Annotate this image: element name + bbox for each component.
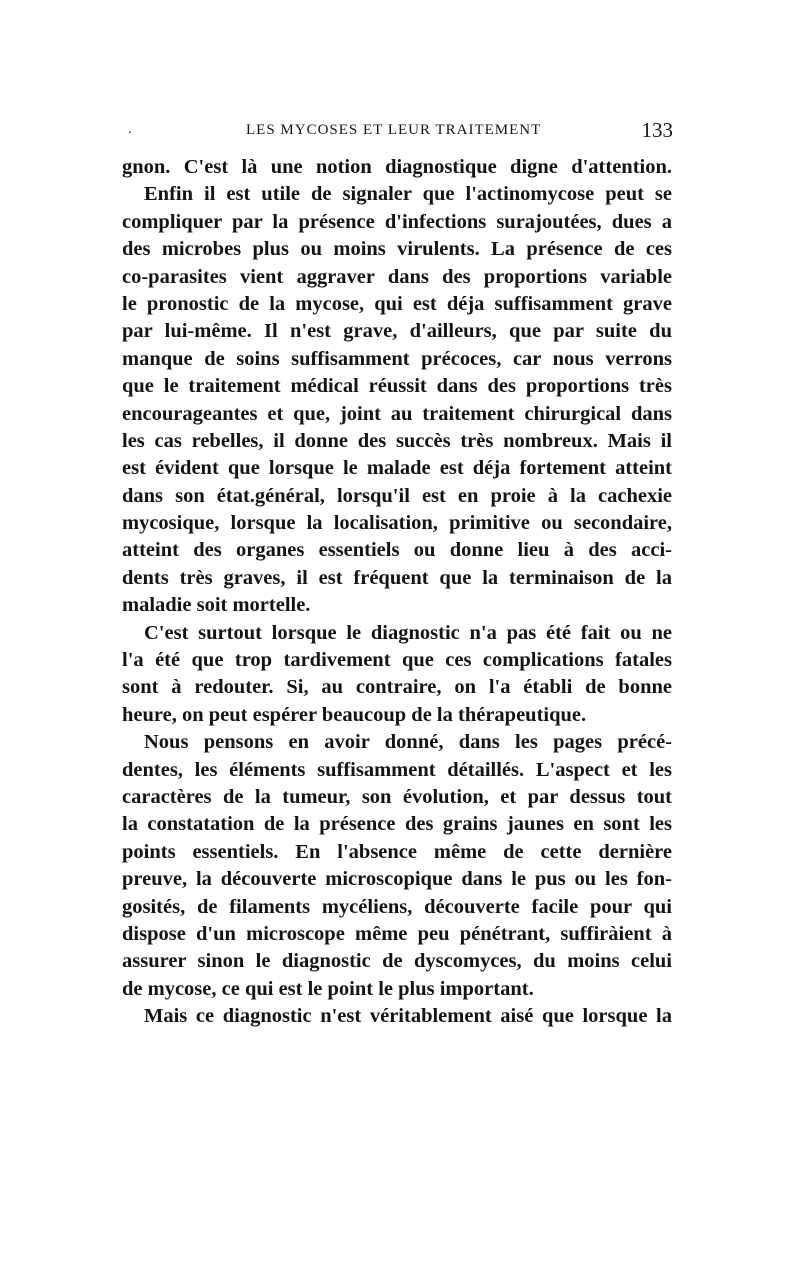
text-line: Mais ce diagnostic n'est véritablement aisé que lorsque la — [144, 1005, 672, 1028]
text-line: sont à redouter. Si, au contraire, on l'a établi de bonne — [122, 676, 672, 699]
running-head — [120, 118, 673, 144]
text-line: la constatation de la présence des grains jaunes en sont les — [122, 813, 672, 836]
text-line: gosités, de filaments mycéliens, découverte facile pour qui — [122, 895, 672, 918]
text-line: que le traitement médical réussit dans des proportions très — [122, 375, 672, 398]
text-line: des microbes plus ou moins virulents. La présence de ces — [122, 238, 672, 261]
running-head-title: LES MYCOSES ET LEUR TRAITEMENT — [246, 122, 542, 138]
text-line: Enfin il est utile de signaler que l'actinomycose peut se — [144, 183, 672, 206]
text-line: le pronostic de la mycose, qui est déja suffisamment grave — [122, 292, 672, 315]
text-line: encourageantes et que, joint au traitement chirurgical dans — [122, 402, 672, 425]
page-number: 133 — [641, 118, 673, 142]
text-line: Nous pensons en avoir donné, dans les pages précé- — [144, 731, 672, 754]
text-line: maladie soit mortelle. — [122, 594, 311, 617]
text-line: dentes, les éléments suffisamment détaillés. L'aspect et les — [122, 758, 672, 781]
text-line: l'a été que trop tardivement que ces complications fatales — [122, 649, 672, 672]
text-line: est évident que lorsque le malade est déja fortement atteint — [122, 457, 672, 480]
text-line: preuve, la découverte microscopique dans le pus ou les fon- — [122, 868, 672, 891]
running-head-mark: . — [128, 122, 133, 137]
text-line: caractères de la tumeur, son évolution, et par dessus tout — [122, 785, 672, 808]
text-line: atteint des organes essentiels ou donne lieu à des acci- — [122, 539, 672, 562]
text-line: dans son état.général, lorsqu'il est en proie à la cachexie — [122, 484, 672, 507]
text-line: C'est surtout lorsque le diagnostic n'a pas été fait ou ne — [144, 621, 672, 644]
text-line: heure, on peut espérer beaucoup de la thérapeutique. — [122, 703, 587, 726]
text-line: compliquer par la présence d'infections surajoutées, dues a — [122, 210, 672, 233]
text-line: dispose d'un microscope même peu pénétrant, suffiràient à — [122, 922, 672, 945]
text-line: mycosique, lorsque la localisation, primitive ou secondaire, — [122, 512, 672, 535]
text-line: par lui-même. Il n'est grave, d'ailleurs, que par suite du — [122, 320, 672, 343]
text-line: assurer sinon le diagnostic de dyscomyces, du moins celui — [122, 950, 672, 973]
text-line: les cas rebelles, il donne des succès très nombreux. Mais il — [122, 429, 672, 452]
text-line: dents très graves, il est fréquent que la terminaison de la — [122, 566, 672, 589]
text-line: de mycose, ce qui est le point le plus important. — [122, 977, 534, 1000]
body-text — [122, 154, 672, 1031]
text-line: gnon. C'est là une notion diagnostique digne d'attention. — [122, 156, 672, 178]
text-line: points essentiels. En l'absence même de cette dernière — [122, 840, 672, 863]
text-line: manque de soins suffisamment précoces, car nous verrons — [122, 347, 672, 370]
text-line: co-parasites vient aggraver dans des proportions variable — [122, 265, 672, 288]
